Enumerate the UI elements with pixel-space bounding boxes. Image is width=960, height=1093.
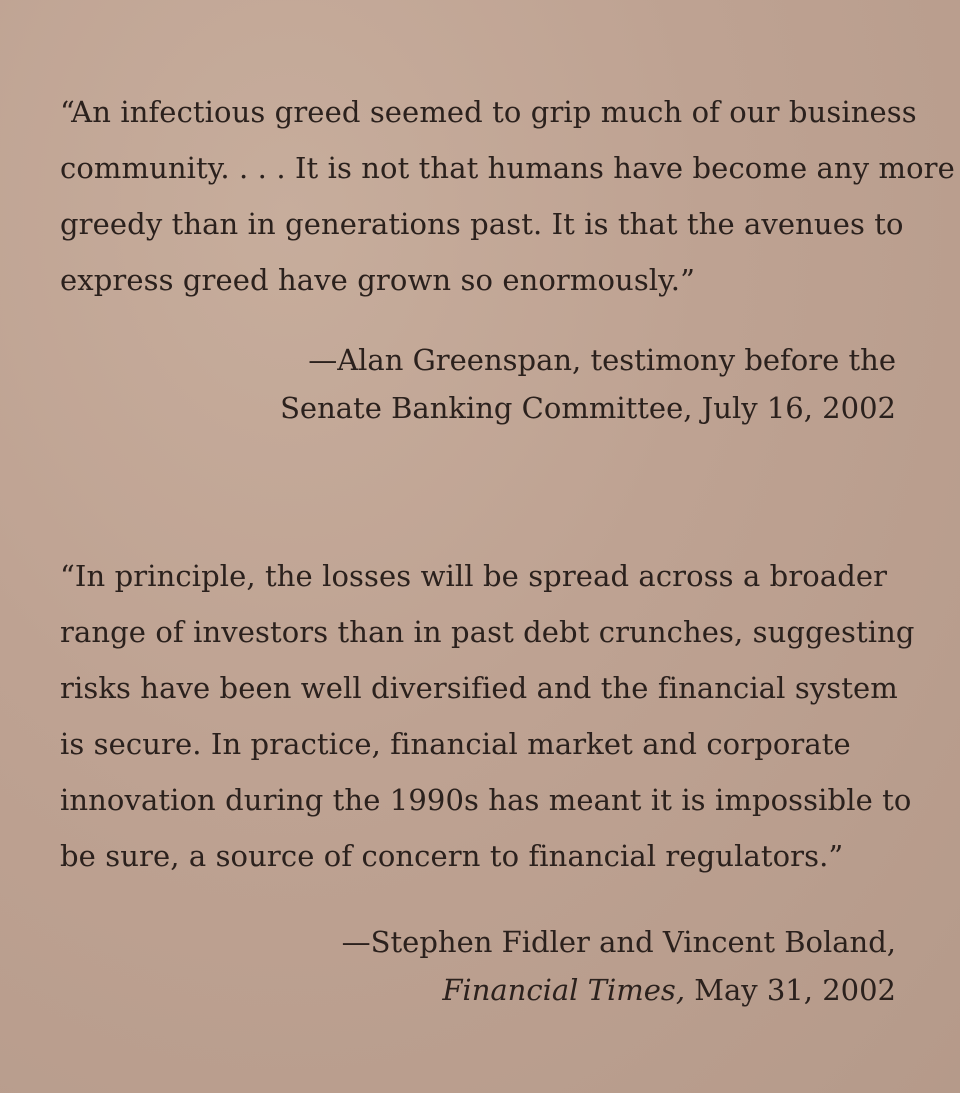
quote-line: “An infectious greed seemed to grip much of our business (60, 95, 917, 129)
publication-name: Financial Times, (442, 973, 686, 1007)
attribution-line-2 (342, 966, 896, 1014)
quote-line: innovation during the 1990s has meant it is impossible to (60, 783, 912, 817)
greenspan-quote (60, 84, 955, 308)
quote-line: be sure, a source of concern to financial regulators.” (60, 839, 844, 873)
fidler-boland-attribution (342, 918, 896, 1014)
quote-line: greedy than in generations past. It is that the avenues to (60, 207, 904, 241)
attribution-line: —Stephen Fidler and Vincent Boland, (341, 925, 896, 959)
quote-line: is secure. In practice, financial market and corporate (60, 727, 851, 761)
quote-line: community. . . . It is not that humans have become any more (60, 151, 955, 185)
greenspan-attribution (280, 336, 896, 432)
publication-date: May 31, 2002 (685, 973, 896, 1007)
quote-line: express greed have grown so enormously.” (60, 263, 696, 297)
quote-line: “In principle, the losses will be spread across a broader (60, 559, 888, 593)
quote-line: range of investors than in past debt crunches, suggesting (60, 615, 915, 649)
attribution-line: Senate Banking Committee, July 16, 2002 (280, 391, 896, 425)
attribution-line: —Alan Greenspan, testimony before the (308, 343, 896, 377)
quote-line: risks have been well diversified and the financial system (60, 671, 898, 705)
fidler-boland-quote (60, 548, 915, 884)
